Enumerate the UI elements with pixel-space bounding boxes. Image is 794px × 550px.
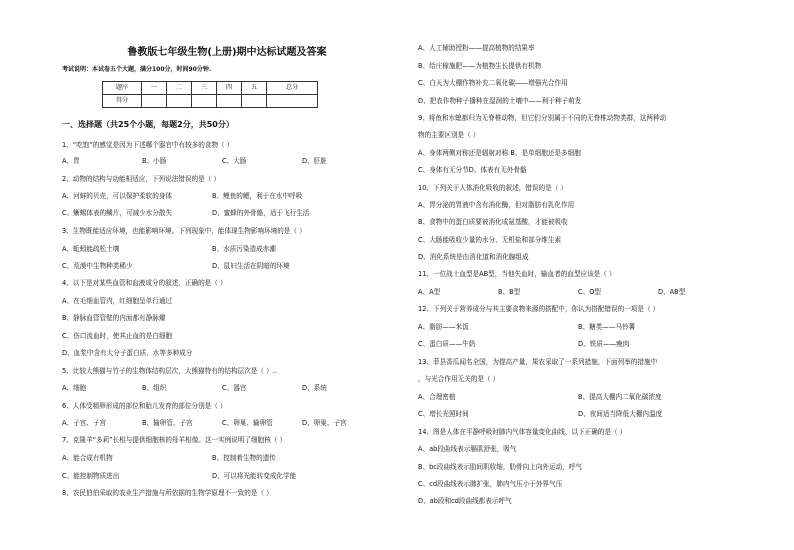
option: B、水质污染造成赤潮 [212,245,276,253]
options-q12-ab [418,323,636,331]
option: C、身体有无分节D、体表有无外骨骼 [418,166,527,174]
options-q3-ab [62,245,276,253]
option: A、胃分泌的胃液中含有消化酶，但对脂肪有乳化作用 [418,201,575,209]
question-10: 10、下列关于人体消化吸收的叙述，错误的是（ ） [418,184,567,192]
option: B、小肠 [142,157,167,165]
option: C、白天为大棚作物补充二氧化碳——增强光合作用 [418,79,568,87]
option: A、人工辅助授粉——提高植物的结果率 [418,44,535,52]
score-cell: 五 [242,82,267,95]
option: C、伤口流血时，使其止血的是白细胞 [62,332,173,340]
option: C、O型 [578,288,601,296]
option: D、铁质——瘦肉 [578,340,630,348]
option: B、鲤鱼的鳃，利于在水中呼吸 [212,192,303,200]
option: D、夜间适当降低大棚内温度 [578,410,663,418]
option: A、身体两侧对称还是辐射对称 B、是单细胞还是多细胞 [418,149,581,157]
option: C、cd段曲线表示肺扩张，肺内气压小于外界气压 [418,480,563,488]
options-q13-ab [418,393,662,401]
option: D、肝脏 [302,157,327,165]
score-blank [142,95,167,108]
option: C、大肠能吸收少量的水分、无机盐和部分维生素 [418,236,562,244]
option: C、卵巢、输卵管 [222,419,273,427]
option: A、蚯蚓能疏松土壤 [62,245,120,253]
score-value-row [103,95,318,108]
score-blank [242,95,267,108]
section-heading: 一、选择题（共25个小题，每题2分，共50分） [62,120,234,129]
score-blank [217,95,242,108]
score-cell: 总分 [267,82,318,95]
question-14: 14、图是人体在平静呼吸时肺内气体容量变化曲线，以下正确的是（ ） [418,428,627,436]
question-7: 7、克隆羊“多莉”长相与提供细胞核的母羊相像。这一实例说明了细胞核（ ） [62,436,287,444]
option: A、A型 [418,288,441,296]
option: A、合理密植 [418,393,456,401]
score-cell: 得分 [103,95,142,108]
option: A、ab段曲线表示膈肌舒张，吸气 [418,445,517,453]
question-13: 13、菲县香瓜闻名全国，为提高产量，果农采取了一系列措施，下面列举的措施中 [418,358,658,366]
option: D、卵巢、子宫 [302,419,347,427]
score-cell: 三 [192,82,217,95]
option: C、蜥蜴体表的鳞片，可减少水分散失 [62,209,173,217]
option: B、提高大棚内二氧化碳浓度 [578,393,662,401]
exam-instructions: 考试说明：本试卷五个大题，满分100分，时间90分钟. [62,66,212,73]
options-q3-cd [62,262,290,270]
score-table [102,81,318,108]
option: C、器官 [222,384,247,392]
question-1: 1、“吃饱”的感觉是因为下述哪个器官中有较多的食物（ ） [62,141,234,149]
option: D、消化系统是由消化道和消化腺组成 [418,253,529,261]
question-11: 11、一位战士血型是AB型，当他失血时，输血者的血型应该是（ ） [418,270,616,278]
option: C、蛋白质——牛奶 [418,340,476,348]
option: A、脂肪——米饭 [418,323,469,331]
option: D、鼠妇生活在阴暗的环境 [212,262,290,270]
options-q12-cd [418,340,630,348]
option: D、血浆中含有大分子蛋白质、水等多种成分 [62,349,193,357]
options-q7-cd [62,472,297,480]
question-5: 5、比较大熊猫与竹子的生物体结构层次，大熊猫特有的结构层次是（ ）.. [62,367,277,375]
question-3: 3、生物既能适应环境，也能影响环境。下列现象中，能体现生物影响环境的是（ ） [62,227,306,235]
score-cell: 一 [142,82,167,95]
option: B、B型 [498,288,521,296]
option: C、增长光照时间 [418,410,469,418]
option: A、子宫、子宫 [62,419,107,427]
score-blank [267,95,318,108]
option: A、能合成有机物 [62,454,113,462]
question-8: 8、农民伯伯采取的农业生产措施与所依据的生物学原理不一致的是（ ） [62,489,273,497]
option: B、bc段曲线表示肋间肌收缩，肋骨向上向外运动，呼气 [418,463,582,471]
question-12: 12、下列关于营养成分与其主要食物来源的搭配中，你认为搭配错误的一项是（ ） [418,305,660,313]
score-cell: 四 [217,82,242,95]
score-cell: 二 [167,82,192,95]
exam-title: 鲁教版七年级生物(上册)期中达标试题及答案 [127,47,327,58]
option: D、ab段和cd段曲线都表示呼气 [418,497,512,505]
option: D、AB型 [658,288,686,296]
option: A、在毛细血管内，红细胞呈单行通过 [62,297,173,305]
option: B、静脉血管管壁的内面都有静脉瓣 [62,314,166,322]
option: A、河蚌的贝壳，可以保护柔软的身体 [62,192,173,200]
option: B、给庄稼施肥——为植物生长提供有机物 [418,62,542,70]
score-blank [167,95,192,108]
option: B、输卵管、子宫 [142,419,193,427]
option: A、胃 [62,157,80,165]
option: D、把农作物种子播种在湿润的土壤中——利于种子萌发 [418,97,582,105]
question-6: 6、人体受精卵形成的部位和胎儿发育的部位分别是（ ） [62,402,227,410]
question-9: 9、将鱼和水螅都归为无脊椎动物，但它们分别属于不同的无脊椎动物类群，这两种动 [418,114,667,122]
option: B、糖类——马铃薯 [578,323,636,331]
option: D、蜜蜂的外骨骼，适于飞行生活 [212,209,310,217]
option: D、系统 [302,384,327,392]
options-q2-ab [62,192,303,200]
option: C、荒漠中生物种类稀少 [62,262,133,270]
score-cell: 题序 [103,82,142,95]
options-q13-cd [418,410,663,418]
options-q7-ab [62,454,276,462]
question-4: 4、以下是对某些血管和血液成分的叙述，正确的是（ ） [62,279,227,287]
question-13-cont: ，与光合作用无关的是（ ） [418,375,500,383]
options-q2-cd [62,209,310,217]
score-blank [192,95,217,108]
option: A、细胞 [62,384,87,392]
question-2: 2、动物的结构与功能相适应，下列说法错误的是（ ） [62,175,220,183]
option: B、控制着生物的遗传 [212,454,276,462]
option: C、能控制物质进出 [62,472,120,480]
option: B、食物中的蛋白质要被消化成氨基酸，才能被吸收 [418,218,568,226]
score-header-row [103,82,318,95]
option: D、可以将光能转变成化学能 [212,472,297,480]
option: B、组织 [142,384,167,392]
option: C、大肠 [222,157,247,165]
question-9-cont: 物的主要区别是（ ） [418,131,480,139]
